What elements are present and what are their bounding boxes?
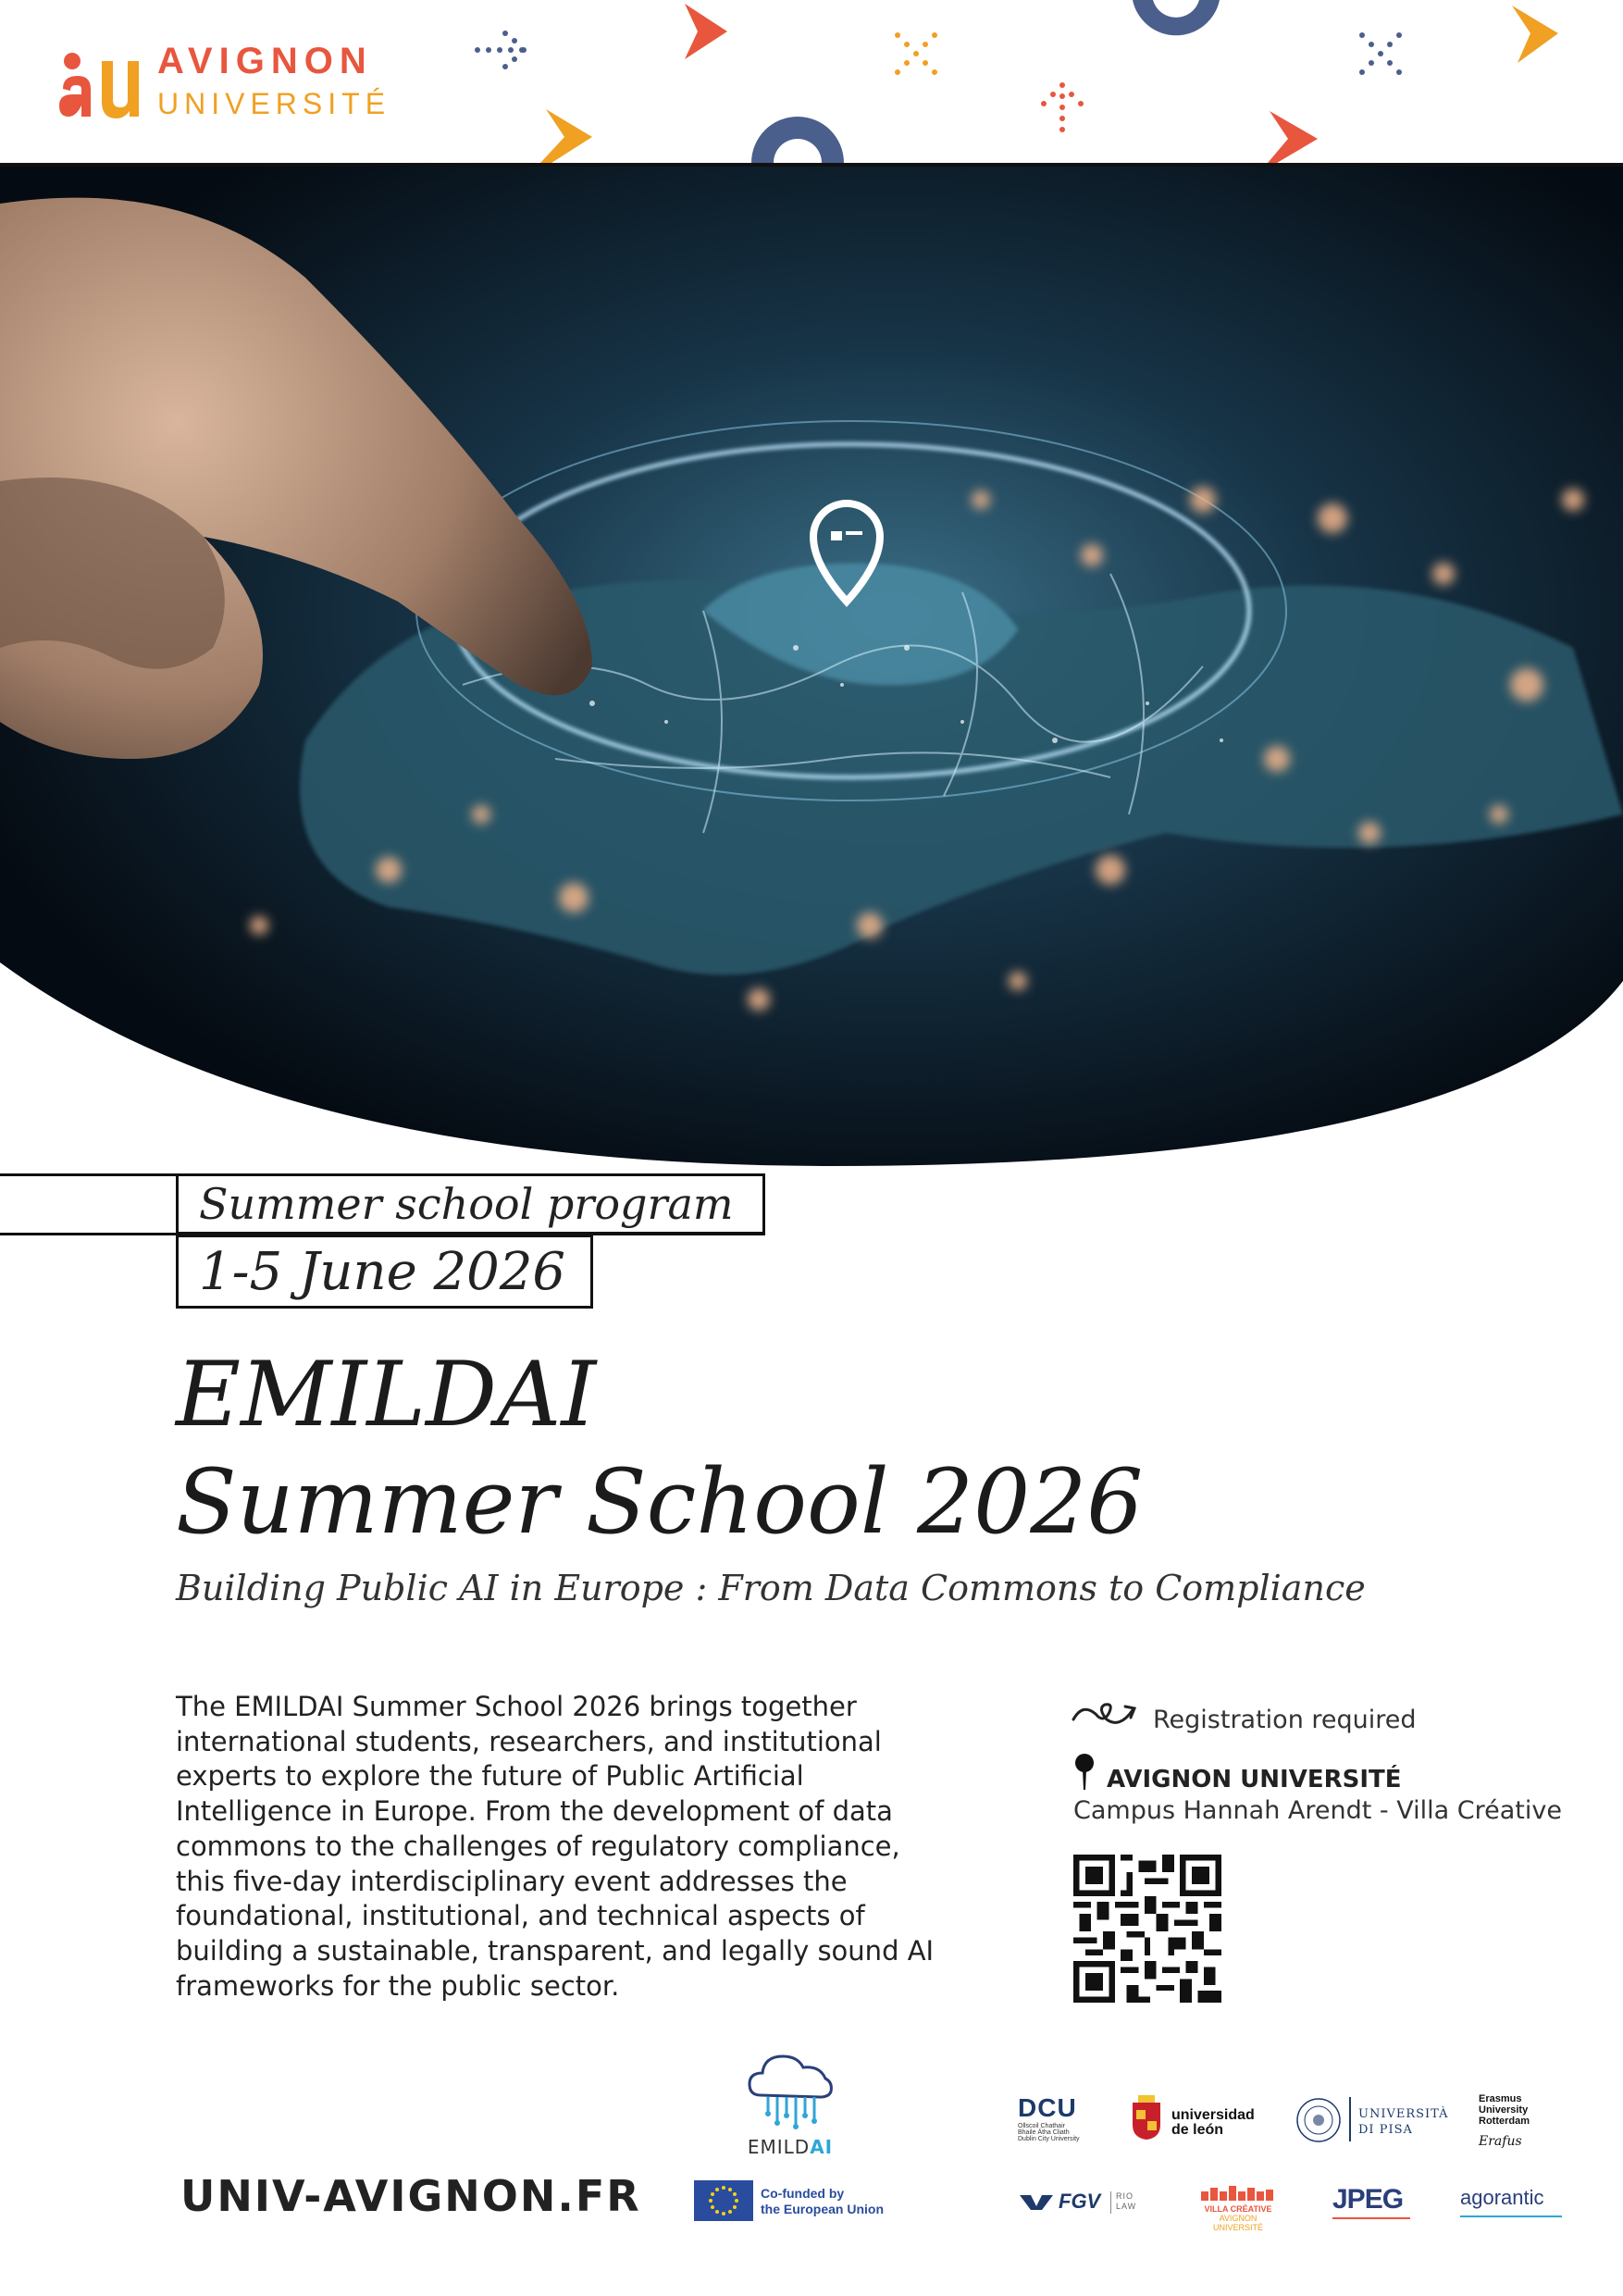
partner-dcu bbox=[1018, 2093, 1092, 2142]
eu-stars-icon bbox=[694, 2180, 753, 2221]
erasmus-line2: University bbox=[1479, 2104, 1529, 2116]
erasmus-signature: Erafus bbox=[1479, 2134, 1522, 2149]
qr-code[interactable] bbox=[1073, 1855, 1221, 2003]
decorative-header-pattern bbox=[0, 0, 1623, 163]
description-line: frameworks for the public sector. bbox=[176, 1969, 620, 2002]
partner-pisa bbox=[1358, 2106, 1449, 2138]
eu-flag bbox=[694, 2180, 753, 2221]
description-line: foundational, institutional, and technical aspects of bbox=[176, 1900, 865, 1932]
venue-name: AVIGNON UNIVERSITÉ bbox=[1107, 1766, 1402, 1793]
description-line: The EMILDAI Summer School 2026 brings together bbox=[176, 1691, 857, 1722]
pisa-line1: UNIVERSITÀ bbox=[1358, 2107, 1449, 2121]
partner-erasmus bbox=[1479, 2093, 1530, 2147]
dcu-name: DCU bbox=[1018, 2093, 1077, 2122]
program-date: 1-5 June 2026 bbox=[199, 1241, 566, 1302]
leon-line2: de león bbox=[1171, 2122, 1224, 2138]
leon-line1: universidad bbox=[1171, 2107, 1255, 2123]
dcu-sub: Bhaile Átha Cliath bbox=[1018, 2129, 1070, 2136]
description-line: this five-day interdisciplinary event addresses the bbox=[176, 1865, 848, 1897]
fgv-sub bbox=[1116, 2191, 1136, 2212]
program-label: Summer school program bbox=[199, 1179, 734, 1229]
partner-fgv: FGV bbox=[1059, 2190, 1101, 2213]
emildai-cloud-icon bbox=[746, 2047, 835, 2132]
emildai-prefix: EMILD bbox=[747, 2136, 811, 2158]
eu-cofunded-text bbox=[761, 2186, 918, 2217]
villa-creative-mark-icon bbox=[1201, 2184, 1273, 2201]
partner-jpeg: JPEG bbox=[1332, 2184, 1404, 2215]
description-line: building a sustainable, transparent, and legally sound AI bbox=[176, 1934, 935, 1967]
program-label-box bbox=[176, 1173, 765, 1235]
emildai-suffix: AI bbox=[810, 2136, 834, 2158]
description-line: international students, researchers, and institutional bbox=[176, 1725, 882, 1757]
header-band bbox=[0, 0, 1623, 163]
logo-subtitle: UNIVERSITÉ bbox=[157, 87, 391, 120]
registration-note: Registration required bbox=[1153, 1706, 1417, 1734]
venue-campus: Campus Hannah Arendt - Villa Créative bbox=[1073, 1796, 1562, 1825]
date-box bbox=[176, 1235, 593, 1309]
description-line: commons to the challenges of regulatory compliance, bbox=[176, 1830, 900, 1862]
hero-image-europe-map bbox=[0, 167, 1623, 1166]
page-title-line1: EMILDAI bbox=[176, 1343, 597, 1446]
website-link[interactable]: UNIV-AVIGNON.FR bbox=[180, 2171, 641, 2221]
agorantic-underline bbox=[1460, 2215, 1562, 2217]
villa-line1: VILLA CRÉATIVE bbox=[1204, 2204, 1272, 2214]
pisa-seal-icon bbox=[1295, 2097, 1342, 2143]
page-subtitle: Building Public AI in Europe : From Data Commons to Compliance bbox=[176, 1568, 1366, 1608]
villa-line2: AVIGNON UNIVERSITÉ bbox=[1212, 2214, 1263, 2232]
map-pin-icon bbox=[1073, 1753, 1096, 1792]
fgv-divider bbox=[1110, 2191, 1111, 2214]
emildai-logo-text bbox=[746, 2136, 835, 2158]
registration-arrow-icon bbox=[1072, 1697, 1138, 1729]
fgv-sub2: LAW bbox=[1116, 2202, 1137, 2211]
dcu-sub: Ollscoil Chathair bbox=[1018, 2123, 1065, 2129]
logo-wordmark: AVIGNON bbox=[157, 41, 373, 81]
eu-line2: the European Union bbox=[761, 2202, 884, 2216]
jpeg-underline bbox=[1332, 2217, 1410, 2219]
leon-crest-icon bbox=[1129, 2093, 1164, 2141]
partner-villa-creative bbox=[1196, 2204, 1281, 2232]
partner-leon bbox=[1171, 2108, 1255, 2138]
description-paragraph bbox=[176, 1690, 972, 2004]
erasmus-line3: Rotterdam bbox=[1479, 2116, 1530, 2127]
erasmus-line1: Erasmus bbox=[1479, 2093, 1522, 2104]
dcu-sub: Dublin City University bbox=[1018, 2136, 1080, 2142]
partner-agorantic: agorantic bbox=[1460, 2186, 1544, 2209]
fgv-mark-icon bbox=[1020, 2193, 1053, 2212]
description-line: experts to explore the future of Public Artificial bbox=[176, 1760, 804, 1793]
pisa-divider bbox=[1349, 2097, 1351, 2141]
pisa-line2: DI PISA bbox=[1358, 2123, 1413, 2137]
fgv-sub1: RIO bbox=[1116, 2191, 1134, 2201]
eu-line1: Co-funded by bbox=[761, 2186, 845, 2201]
description-line: Intelligence in Europe. From the development of data bbox=[176, 1795, 893, 1828]
page-title-line2: Summer School 2026 bbox=[176, 1450, 1144, 1554]
